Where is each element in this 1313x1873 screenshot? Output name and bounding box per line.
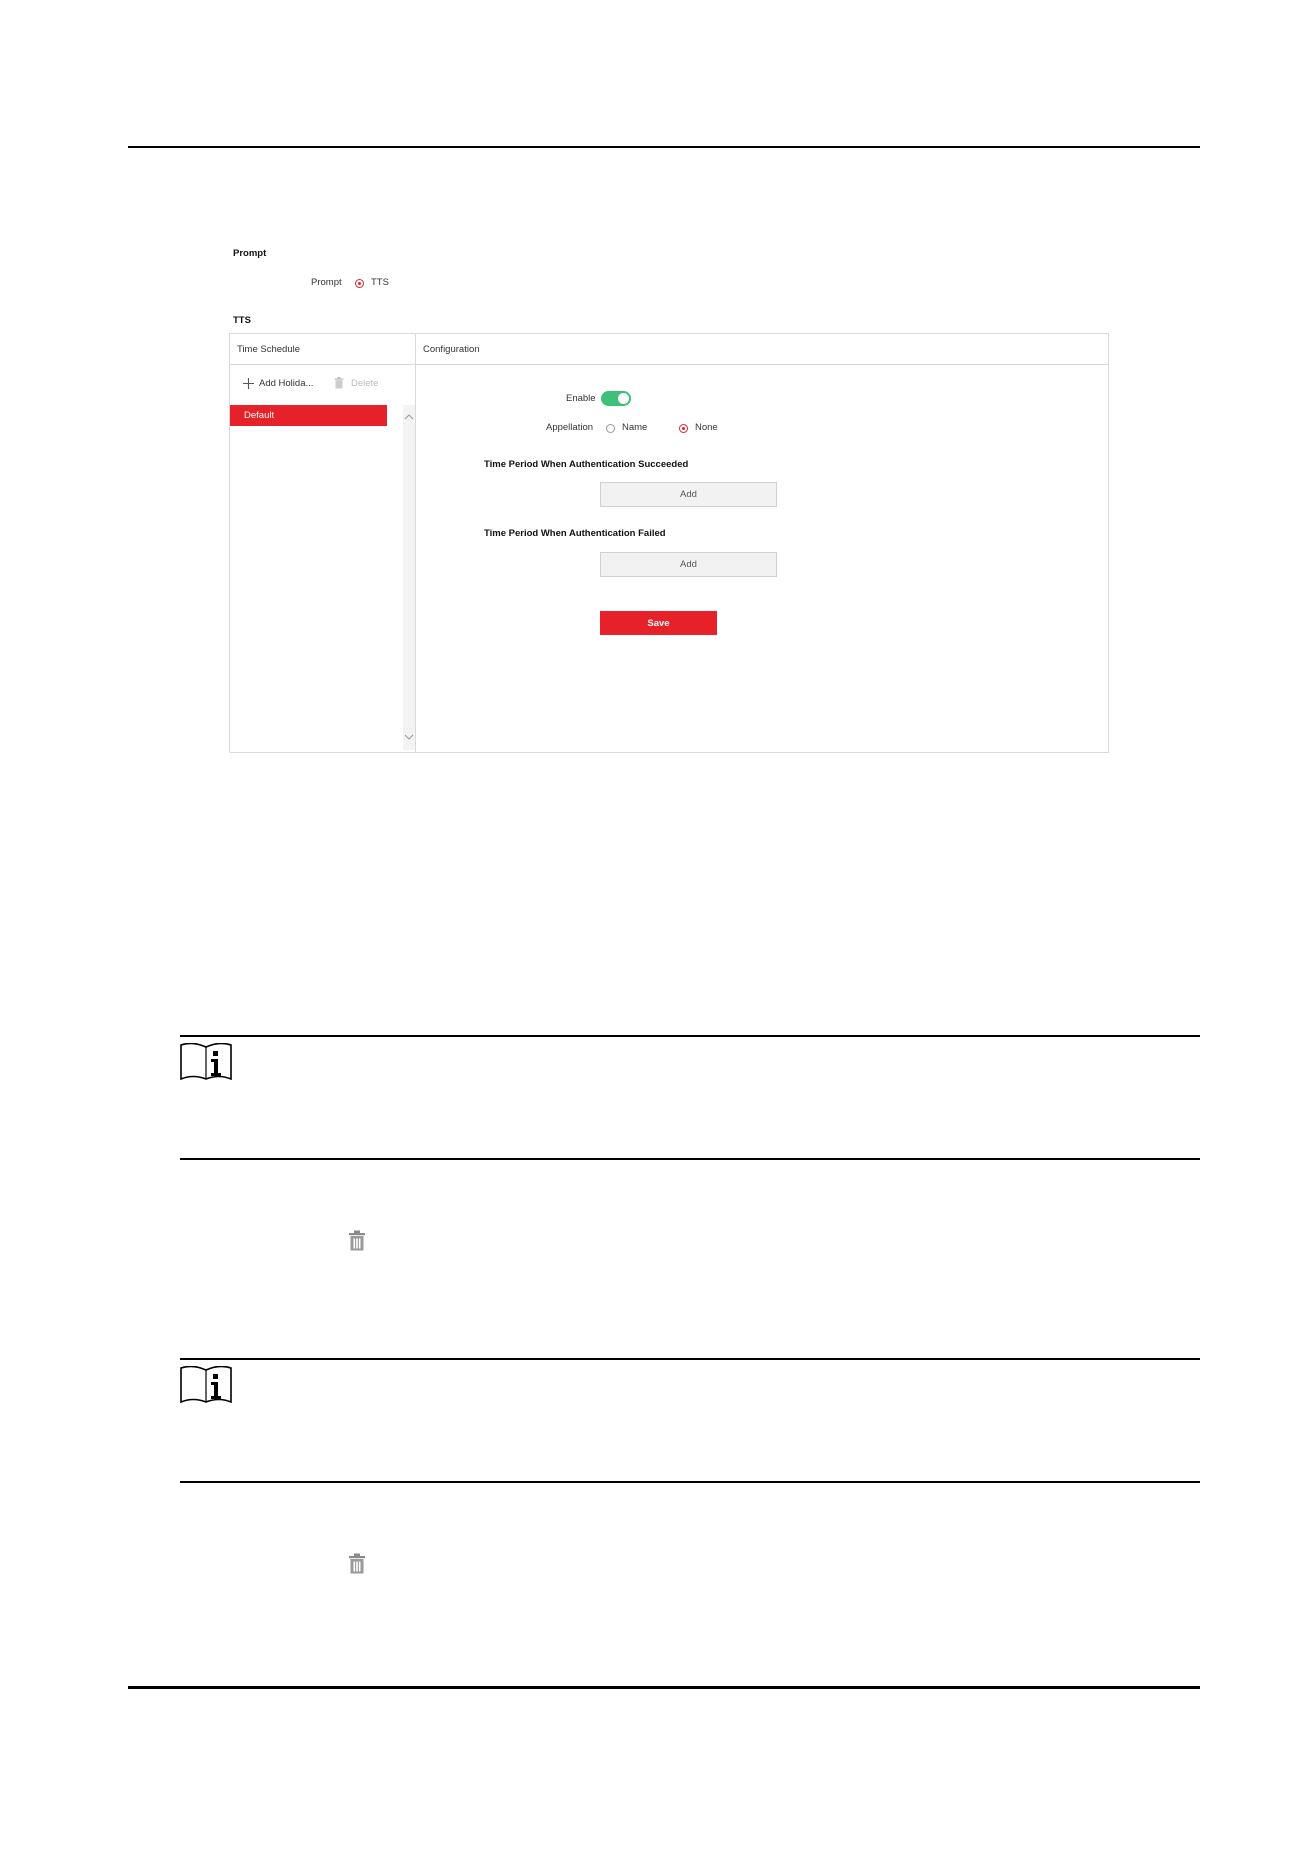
trash-icon bbox=[334, 377, 344, 389]
time-schedule-header: Time Schedule bbox=[237, 344, 301, 355]
plus-icon bbox=[243, 378, 254, 389]
note-icon bbox=[180, 1043, 232, 1080]
note2-bottom-rule bbox=[180, 1481, 1200, 1483]
appellation-name-label: Name bbox=[622, 422, 648, 433]
delete-button[interactable] bbox=[334, 376, 378, 390]
footer-rule bbox=[128, 1686, 1200, 1689]
add-holiday-button[interactable] bbox=[243, 376, 313, 390]
appellation-none-radio[interactable] bbox=[679, 424, 688, 433]
schedule-item-default[interactable] bbox=[230, 405, 387, 426]
trash-icon bbox=[348, 1553, 366, 1574]
note1-top-rule bbox=[180, 1035, 1200, 1037]
failed-add-button[interactable]: Add bbox=[600, 552, 777, 577]
note2-top-rule bbox=[180, 1358, 1200, 1360]
note-icon bbox=[180, 1366, 232, 1403]
trash-icon bbox=[348, 1230, 366, 1251]
tts-heading: TTS bbox=[233, 315, 251, 326]
appellation-none-label: None bbox=[695, 422, 718, 433]
enable-label: Enable bbox=[566, 393, 596, 404]
header-rule bbox=[128, 146, 1200, 148]
prompt-heading: Prompt bbox=[233, 248, 267, 259]
delete-label: Delete bbox=[351, 377, 379, 389]
tts-panel bbox=[229, 333, 1109, 753]
panel-header-divider bbox=[230, 364, 1108, 365]
success-period-title: Time Period When Authentication Succeeded bbox=[484, 459, 689, 470]
failed-period-title: Time Period When Authentication Failed bbox=[484, 528, 666, 539]
success-add-button[interactable]: Add bbox=[600, 482, 777, 507]
enable-toggle[interactable] bbox=[601, 391, 631, 406]
schedule-scrollbar[interactable] bbox=[403, 405, 415, 750]
prompt-row-label: Prompt bbox=[311, 277, 342, 288]
prompt-tts-label: TTS bbox=[371, 277, 389, 288]
panel-column-divider bbox=[415, 334, 416, 752]
note1-bottom-rule bbox=[180, 1158, 1200, 1160]
appellation-label: Appellation bbox=[546, 422, 594, 433]
chevron-up-icon[interactable] bbox=[404, 413, 414, 421]
add-holiday-label: Add Holida... bbox=[259, 377, 314, 389]
prompt-tts-radio[interactable] bbox=[355, 279, 364, 288]
configuration-header: Configuration bbox=[423, 344, 480, 355]
save-button[interactable]: Save bbox=[600, 611, 717, 635]
chevron-down-icon[interactable] bbox=[404, 733, 414, 741]
appellation-name-radio[interactable] bbox=[606, 424, 615, 433]
schedule-item-label: Default bbox=[244, 410, 275, 421]
